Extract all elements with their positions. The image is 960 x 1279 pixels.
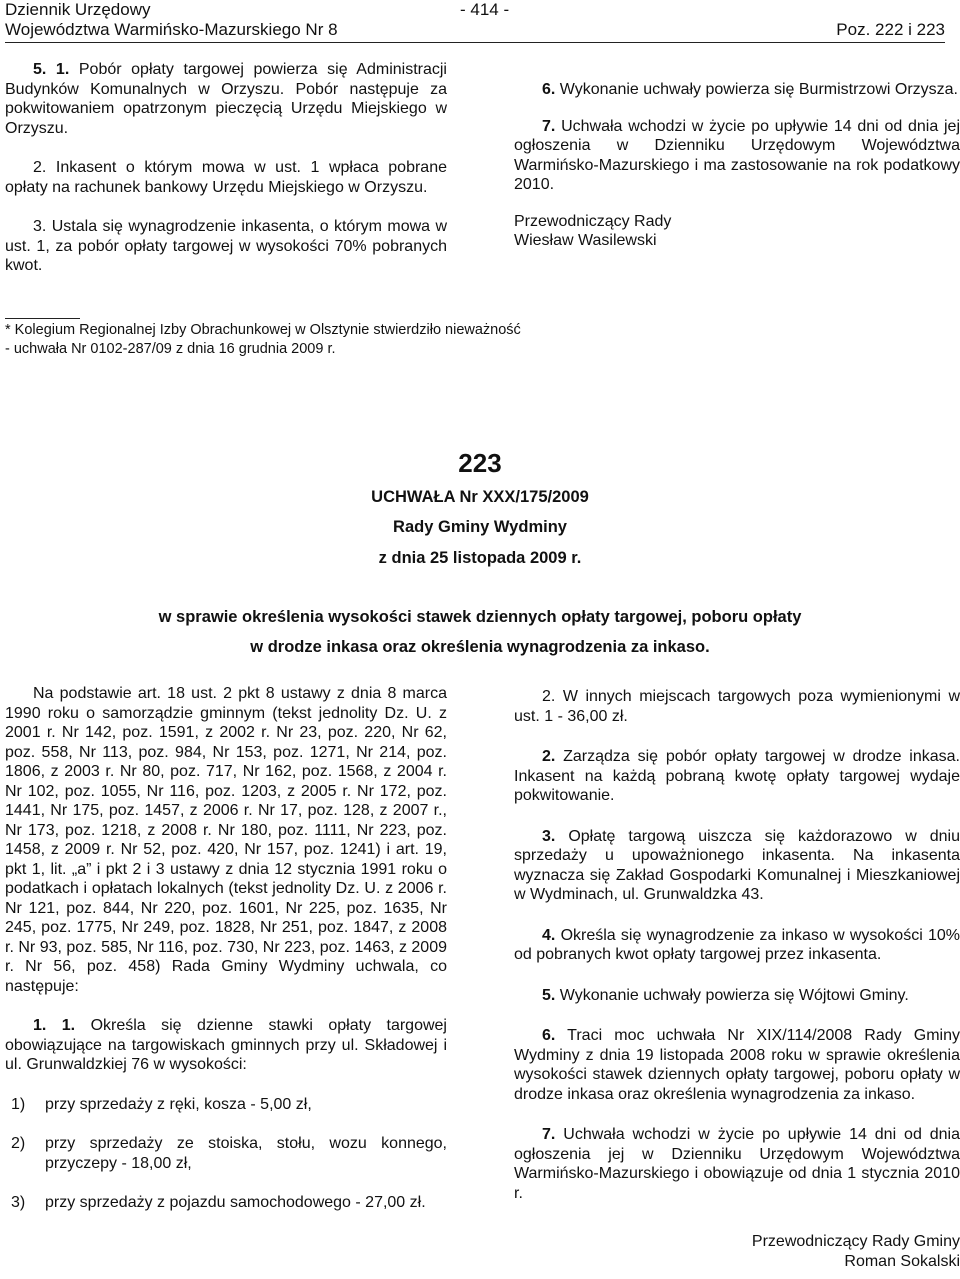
paragraph-number: 1. 1. xyxy=(33,1017,76,1034)
paragraph-text: Określa się wynagrodzenie za inkaso w wysokości 10% od pobranych kwot opłaty targowej przez inkasenta. xyxy=(514,926,960,963)
signature-name: Wiesław Wasilewski xyxy=(514,232,657,249)
paragraph-number: 2. xyxy=(33,159,47,176)
paragraph-text: Wykonanie uchwały powierza się Wójtowi Gminy. xyxy=(559,986,909,1004)
list-number: 1) xyxy=(11,1095,26,1113)
paragraph xyxy=(5,158,447,197)
paragraph xyxy=(514,926,960,965)
footnote xyxy=(5,321,605,359)
signature-role: Przewodniczący Rady Gminy xyxy=(751,1233,960,1250)
paragraph xyxy=(514,117,960,195)
paragraph-text: Uchwała wchodzi w życie po upływie 14 dni od dnia ogłoszenia jej w Dzienniku Urzędowym Województwa Warmińsko-Mazurskiego i obowiązuje od dnia 1 stycznia 2010 r. xyxy=(514,1126,960,1202)
header-divider xyxy=(5,42,945,43)
signature-name: Roman Sokalski xyxy=(844,1252,960,1270)
paragraph-number: 7. xyxy=(542,117,556,135)
act-title: UCHWAŁA Nr XXX/175/2009 xyxy=(371,488,589,506)
list-text: przy sprzedaży z pojazdu samochodowego - 27,00 zł. xyxy=(45,1194,426,1211)
footnote-divider xyxy=(5,318,80,319)
journal-name: Dziennik Urzędowy xyxy=(5,0,151,19)
list-item xyxy=(11,1193,447,1213)
paragraph-number: 3. xyxy=(33,218,47,235)
paragraph-text: Opłatę targową uiszcza się każdorazowo w dniu sprzedaży u upoważnionego inkasenta. Na inkasenta wyznacza się Zakład Gospodarki Komunalnej i Mieszkaniowej w Wydminach, ul. Grunwaldzka 43. xyxy=(514,827,960,903)
list-text: przy sprzedaży z ręki, kosza - 5,00 zł, xyxy=(45,1095,312,1113)
act-date: z dnia 25 listopada 2009 r. xyxy=(378,549,582,567)
paragraph xyxy=(514,747,960,806)
list-number: 2) xyxy=(11,1135,26,1152)
paragraph-text: Pobór opłaty targowej powierza się Administracji Budynków Komunalnych w Orzyszu. Pobór następuje za pokwitowaniem opatrzonym pieczęcią Urzędu Miejskiego w Orzyszu. xyxy=(5,61,447,137)
paragraph xyxy=(514,986,960,1006)
signature-block xyxy=(514,212,960,251)
paragraph-text: Ustala się wynagrodzenie inkasenta, o którym mowa w ust. 1, za pobór opłaty targowej w wysokości 70% pobranych kwot. xyxy=(5,218,447,274)
position-range: Poz. 222 i 223 xyxy=(836,20,945,39)
list-item xyxy=(11,1134,447,1173)
paragraph-text: Określa się dzienne stawki opłaty targowej obowiązujące na targowiskach gminnych przy ul. Składowej i ul. Grunwaldzkiej 76 w wysokości: xyxy=(5,1017,447,1073)
journal-region: Województwa Warmińsko-Mazurskiego Nr 8 xyxy=(5,20,338,39)
paragraph-number: 6. xyxy=(542,1027,556,1044)
act-signature-block xyxy=(560,1232,960,1271)
paragraph-number: 5. xyxy=(542,986,556,1004)
prev-act-right-column xyxy=(514,80,960,251)
paragraph xyxy=(514,827,960,905)
footnote-line: * Kolegium Regionalnej Izby Obrachunkowej w Olsztynie stwierdziło nieważność xyxy=(5,322,521,338)
paragraph-number: 2. xyxy=(542,748,556,765)
paragraph-number: 5. 1. xyxy=(33,61,70,78)
paragraph xyxy=(5,60,447,138)
paragraph-number: 4. xyxy=(542,926,556,944)
act-left-column xyxy=(5,684,447,1233)
paragraph xyxy=(5,1016,447,1075)
paragraph: 2. W innych miejscach targowych poza wymienionymi w ust. 1 - 36,00 zł. xyxy=(514,688,960,725)
paragraph-text: Uchwała wchodzi w życie po upływie 14 dni od dnia jej ogłoszenia w Dzienniku Urzędowym Województwa Warmińsko-Mazurskiego i ma zastosowanie na rok podatkowy 2010. xyxy=(514,117,960,193)
prev-act-left-column xyxy=(5,60,447,296)
paragraph xyxy=(5,217,447,276)
act-subject: w drodze inkasa oraz określenia wynagrodzenia za inkaso. xyxy=(250,638,710,656)
act-number: 223 xyxy=(458,448,502,478)
list-text: przy sprzedaży ze stoiska, stołu, wozu konnego, przyczepy - 18,00 zł, xyxy=(45,1135,447,1172)
act-subject: w sprawie określenia wysokości stawek dziennych opłaty targowej, poboru opłaty xyxy=(158,608,802,626)
paragraph-number: 6. xyxy=(542,81,556,98)
act-issuer: Rady Gminy Wydminy xyxy=(393,518,567,536)
list-item xyxy=(11,1095,447,1115)
list-number: 3) xyxy=(11,1194,26,1211)
preamble: Na podstawie art. 18 ust. 2 pkt 8 ustawy z dnia 8 marca 1990 roku o samorządzie gminnym (tekst jednolity Dz. U. z 2001 r. Nr 142, poz. 1591, z 2002 r. Nr 23, poz. 220, Nr 62, poz. 558, Nr 113, poz. 984, Nr 153, poz. 1271, Nr 214, poz. 1806, z 2003 r. Nr 80, poz. 717, Nr 162, poz. 1568, z 2004 r. Nr 102, poz. 1055, Nr 116, poz. 1203, z 2005 r. Nr 172, poz. 1441, Nr 175, poz. 1457, z 2006 r. Nr 17, poz. 128, z 2007 r., Nr 173, poz. 1218, z 2008 r. Nr 180, poz. 1111, Nr 223, poz. 1458, z 2009 r. Nr 52, poz. 420, Nr 157, poz. 1241) i art. 19, pkt 1, lit. „a” i pkt 2 i 3 ustawy z dnia 12 stycznia 1991 roku o podatkach i opłatach lokalnych (tekst jednolity Dz. U. z 2006 r. Nr 121, poz. 844, Nr 220, poz. 1601, Nr 225, poz. 1635, Nr 245, poz. 1775, Nr 249, poz. 1828, Nr 251, poz. 1847, z 2008 r. Nr 93, poz. 585, Nr 116, poz. 730, Nr 223, poz. 1463, z 2009 r. Nr 56, poz. 458) Rada Gminy Wydminy uchwala, co następuje: xyxy=(5,685,447,995)
signature-role: Przewodniczący Rady xyxy=(514,212,672,230)
paragraph-number: 3. xyxy=(542,827,556,845)
paragraph-number: 7. xyxy=(542,1126,556,1143)
paragraph-text: Zarządza się pobór opłaty targowej w drodze inkasa. Inkasent na każdą pobraną kwotę opłaty targowej wydaje pokwitowanie. xyxy=(514,748,960,804)
paragraph xyxy=(514,80,960,100)
page-number: - 414 - xyxy=(460,0,510,19)
page-header xyxy=(5,0,945,46)
paragraph xyxy=(514,1026,960,1104)
act-right-column xyxy=(514,687,960,1224)
paragraph xyxy=(514,1125,960,1203)
paragraph-text: Wykonanie uchwały powierza się Burmistrzowi Orzysza. xyxy=(559,81,958,98)
paragraph-text: Traci moc uchwała Nr XIX/114/2008 Rady Gminy Wydminy z dnia 19 listopada 2008 roku w sprawie określenia wysokości stawek dziennych opłaty targowej, poboru opłaty w drodze inkasa oraz określenia wynagrodzenia za inkaso. xyxy=(514,1027,960,1103)
paragraph-text: Inkasent o którym mowa w ust. 1 wpłaca pobrane opłaty na rachunek bankowy Urzędu Miejskiego w Orzyszu. xyxy=(5,159,448,196)
footnote-line: - uchwała Nr 0102-287/09 z dnia 16 grudnia 2009 r. xyxy=(5,341,336,357)
